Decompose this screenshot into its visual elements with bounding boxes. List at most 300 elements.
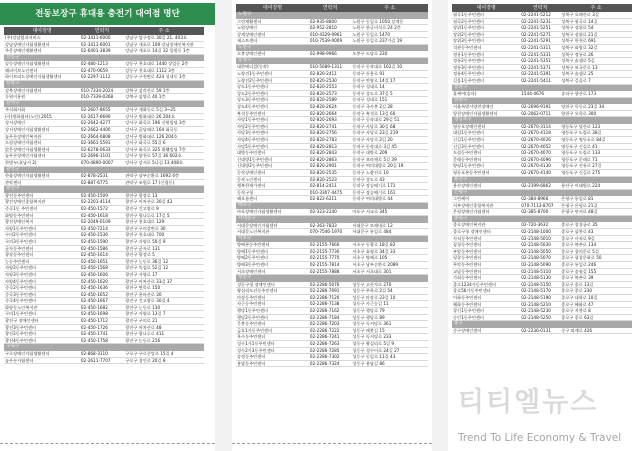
phone-cell: 070-7546-1970 — [309, 229, 343, 235]
table-row — [452, 308, 632, 315]
phone-cell: 02-2286-7138 — [309, 301, 340, 307]
table-row — [236, 51, 428, 58]
address-cell: 성동구 사근동길 11 — [352, 301, 389, 307]
center-name-cell: 구의3동주민센터 — [5, 238, 36, 244]
phone-cell: 010-7539-0009 — [309, 38, 343, 44]
table-row — [452, 209, 632, 216]
phone-cell: 02-2148-5210 — [521, 301, 551, 307]
table-row — [452, 275, 632, 282]
phone-cell: 02-3411-6001 — [80, 41, 111, 47]
page-bottom-rule-2 — [232, 443, 432, 444]
center-name-cell: 평창동주민센터 — [453, 255, 482, 261]
address-cell: 성북구 솔샘로 5길 — [561, 58, 595, 64]
address-cell: 성동구 용답길 86 — [352, 360, 385, 366]
phone-cell: 02-450-1509 — [80, 192, 108, 198]
address-cell: 성동구 왕십리로 5길 9 — [352, 341, 395, 347]
table-row — [4, 259, 204, 266]
phone-cell: 02-820-2783 — [309, 137, 337, 142]
phone-cell: 02-2286-5076 — [309, 281, 340, 287]
center-name-cell: 마포장애인자립생활센터 — [237, 209, 282, 215]
center-name-cell: 중곡1동 주민센터 — [5, 205, 38, 211]
address-cell: 광진구 광나루로 17길 5 — [125, 212, 170, 218]
center-name-cell: 서대문노인복지관 — [237, 229, 270, 235]
address-cell: 광진구 능동로 216 — [125, 337, 161, 343]
table-row — [236, 242, 428, 249]
address-cell: 강서구 방화대로 126 204호 — [125, 133, 178, 139]
phone-cell: 02-935-8800 — [309, 18, 337, 24]
table-row — [4, 206, 204, 213]
address-cell: 광진구 자양로 17 — [125, 271, 158, 277]
phone-cell: 02-450-1651 — [80, 258, 108, 264]
address-cell: 영등포구 당산로 123 — [561, 123, 601, 129]
center-name-cell: 상계장애인센터 — [237, 31, 266, 37]
center-name-cell: 방배1동주민센터 — [237, 248, 268, 254]
address-cell: 성북구 솔샘로 25 — [561, 71, 594, 77]
phone-cell: 02-450-1712 — [80, 318, 108, 324]
phone-cell: 02-952-2810 — [309, 25, 337, 31]
table-row — [4, 285, 204, 292]
district-section-header: 중구 — [452, 321, 632, 328]
address-cell: 종로구 북촌로 134 — [561, 242, 597, 248]
center-name-cell: 대림1동주민센터 — [453, 130, 484, 136]
address-cell: 성동구 독서당로 361 — [352, 321, 392, 327]
center-name-cell: 행당2동주민센터 — [237, 314, 268, 320]
address-cell: 성동구 행당로 79 — [352, 308, 385, 314]
phone-cell: 02-2148-5190 — [521, 294, 551, 300]
table-row — [236, 341, 428, 348]
table-row — [452, 203, 632, 210]
center-name-cell: 양평1동주민센터 — [453, 163, 484, 169]
center-name-cell: 주식회사화 — [5, 107, 26, 113]
address-cell: 종로구 사직로 9길 — [561, 235, 595, 241]
district-section-header: 서초구 — [236, 236, 428, 243]
center-name-cell: 대한메디컬(동작) — [237, 64, 269, 70]
phone-cell: 02-2696-1101 — [80, 153, 111, 159]
table-row — [4, 318, 204, 325]
center-name-cell: 구의2동주민센터 — [5, 232, 36, 238]
center-name-cell: 광진장애인복지 — [5, 219, 34, 225]
phone-cell: 02-2049-0109 — [80, 219, 111, 225]
phone-cell: 010-3307-4475 — [309, 189, 343, 195]
address-cell: 동작구 여의대방로 44 — [352, 196, 393, 202]
table-row — [452, 315, 632, 322]
address-cell: 구로구 경인로 20길 8 — [125, 357, 166, 363]
phone-cell: 02-868-3110 — [80, 350, 108, 356]
table-row — [452, 302, 632, 309]
table-row — [236, 104, 428, 111]
table-row — [236, 209, 428, 216]
address-cell: 은평구 은평로 21길 — [561, 202, 598, 208]
center-name-cell: 능동주민센터 — [5, 258, 30, 264]
table-row — [452, 255, 632, 262]
center-name-cell: 광진구 장애인센터 — [5, 318, 39, 324]
center-name-cell: 성수2가3동주민센터 — [237, 347, 275, 353]
phone-cell: 02-323-2240 — [309, 209, 337, 215]
address-cell: 성동구 동일로 11길 43 — [352, 354, 396, 360]
phone-cell: 02-2241-5371 — [521, 64, 551, 70]
table-row — [4, 311, 204, 318]
center-name-cell: 서초장애인센터 — [237, 268, 266, 274]
district-section-header: 종로구 — [452, 216, 632, 223]
phone-cell: 02-822-6211 — [309, 196, 337, 202]
table-row — [452, 58, 632, 65]
address-cell: 종로구 통일로 246 — [561, 262, 597, 267]
document-title: 전동보장구 휴대용 충전기 대여점 명단 — [0, 3, 215, 25]
phone-cell: 02-480-1213 — [80, 61, 108, 67]
district-section-header: 은평구 — [452, 190, 632, 197]
center-name-cell: 강동장애인자립생활센터 — [5, 61, 50, 67]
address-cell: 성북구 장위로 54 — [561, 25, 594, 31]
table-row — [4, 305, 204, 312]
phone-cell: 02-3661-5591 — [80, 140, 111, 146]
center-name-cell: 사당5동주민센터 — [237, 143, 268, 149]
table-row — [452, 78, 632, 85]
center-name-cell: 금호1가동주민센터 — [237, 327, 273, 333]
table-row — [452, 32, 632, 39]
header-cell: 대여장명 — [32, 28, 52, 34]
center-name-cell: 가회동주민센터 — [453, 275, 482, 281]
address-cell: 광진구 면목로 150 — [125, 285, 161, 291]
publisher-watermark — [458, 380, 638, 446]
phone-cell: 02-2286-7120 — [309, 294, 340, 300]
phone-cell: 02-814-2411 — [309, 183, 337, 189]
center-name-cell: (주)강남열쇠서비스 — [5, 35, 41, 40]
address-cell: 종로구 지봉로 8 — [561, 308, 591, 314]
table-row — [4, 279, 204, 286]
address-cell: 동작구 동작대로 162길 10 — [352, 64, 403, 70]
center-name-cell: 사당2동주민센터 — [237, 123, 268, 129]
center-name-cell: 늘푸른장애인복지관 — [5, 133, 42, 139]
phone-cell: 02-2148-5170 — [521, 288, 551, 294]
center-name-cell: 드림장애인자립센터 — [5, 140, 42, 146]
table-row — [452, 262, 632, 269]
address-cell: 중구 퇴계로 426 — [561, 327, 593, 333]
center-name-cell: 월곡1동주민센터 — [453, 12, 484, 17]
table-row — [236, 71, 428, 78]
table-row — [4, 265, 204, 272]
address-cell: 성동구 독서당로 233 — [352, 334, 392, 340]
table-row — [236, 348, 428, 355]
center-name-cell: 옥수동주민센터 — [237, 334, 266, 340]
address-cell: 광진구 자양로 13길 7 — [125, 311, 166, 317]
address-cell: 광진구 긴고랑로 30길 4 — [125, 298, 170, 304]
table-row — [236, 315, 428, 322]
phone-cell: 02-887-6775 — [80, 179, 108, 185]
table-row — [236, 157, 428, 164]
address-cell: 영등포구 신길로 275 — [561, 169, 601, 175]
phone-cell: 02-2148-1000 — [521, 229, 551, 235]
center-name-cell: 중곡4동주민센터 — [5, 298, 36, 304]
center-name-cell: 신길1동주민센터 — [453, 137, 484, 142]
phone-cell: 02-450-1726 — [80, 324, 108, 330]
phone-cell: 02-2670-4026 — [521, 137, 551, 142]
phone-cell: 02-820-2693 — [309, 117, 337, 123]
center-name-cell: 대방동주민센터 — [237, 150, 266, 156]
phone-cell: 02-2286-7222 — [309, 327, 340, 333]
address-cell: 동작구 장승배기로 171 — [352, 183, 396, 189]
district-section-header: 영등포구 — [452, 117, 632, 124]
center-name-cell: 창신1동주민센터 — [453, 308, 484, 314]
phone-cell: 02-2642-4277 — [80, 120, 111, 126]
address-cell: 강서구 개화동로 5길 3~25 — [125, 107, 176, 113]
table-row — [236, 262, 428, 269]
table-row — [452, 25, 632, 32]
center-name-cell: 교남동주민센터 — [453, 268, 482, 274]
table-row — [236, 288, 428, 295]
table-row — [236, 255, 428, 262]
address-cell: 강남구 개포로 109 강남장애인복지관 — [125, 41, 194, 47]
rental-table-3 — [452, 4, 632, 334]
center-name-cell: 상도1동주민센터 — [237, 84, 268, 90]
table-row — [4, 74, 204, 81]
address-cell: 마포구 서교로 345 — [352, 209, 388, 215]
center-name-cell: 용산장애인센터 — [453, 183, 482, 189]
table-row — [236, 91, 428, 98]
address-cell: 성북구 한천로 691 — [561, 38, 597, 44]
address-cell: 성동구 마장로 23길 10 — [352, 294, 396, 300]
phone-cell: 02-450-1682 — [80, 304, 108, 310]
table-row — [4, 153, 204, 160]
table-row — [236, 78, 428, 85]
center-name-cell: 화양동주민센터 — [5, 212, 34, 218]
table-row — [4, 61, 204, 68]
address-cell: 동작구 동작대로 3길 45 — [352, 143, 397, 149]
address-cell: 성북구 정릉로 26 — [561, 51, 594, 57]
header-cell: 주 소 — [383, 5, 396, 11]
table-row — [4, 107, 204, 114]
center-name-cell: 도봉장애인센터 — [237, 51, 266, 57]
phone-cell: 02-820-2589 — [309, 97, 337, 103]
center-name-cell: 늘푸른자립센터 — [5, 357, 34, 363]
address-cell: 동작구 노량진로 10 — [352, 169, 389, 175]
address-cell: 서초구 동광로 18길 82 — [352, 242, 396, 248]
address-cell: 강동구 천호대로 1112 3층 — [125, 67, 175, 73]
phone-cell: 02-385-8700 — [521, 209, 549, 215]
address-cell: 동작구 사당로 23길 219 — [352, 130, 399, 136]
phone-cell: 02-363-7833 — [309, 222, 337, 228]
phone-cell: 02-2286-7091 — [309, 288, 340, 294]
table-row — [236, 144, 428, 151]
table-row — [236, 32, 428, 39]
address-cell: 광진구 천호대로 129 — [125, 219, 165, 225]
phone-cell: 070-4890-0007 — [80, 160, 114, 165]
center-name-cell: 응봉동주민센터 — [237, 321, 266, 327]
center-name-cell: 중곡3동주민센터 — [5, 291, 36, 297]
phone-cell: 010-5689-1311 — [309, 64, 343, 70]
phone-cell: 02-450-7214 — [80, 225, 108, 231]
table-row — [452, 144, 632, 151]
address-cell: 광진구 자양로 50길 9 — [125, 238, 166, 244]
table-row — [452, 249, 632, 256]
watermark-tagline: Trend To Life Economy & Travel — [458, 432, 622, 444]
center-name-cell: 문래동주민센터 — [453, 156, 482, 162]
district-section-header: 서대문구 — [236, 216, 428, 223]
center-name-cell: 중구장애인센터 — [453, 327, 482, 333]
address-cell: 성동구 매봉길 15 — [352, 327, 385, 333]
table-row — [4, 120, 204, 127]
table-row — [236, 64, 428, 71]
address-cell: 관악구 남부순환로 1692 4층 — [125, 173, 179, 179]
center-name-cell: 구의1동주민센터 — [5, 311, 36, 317]
table-header — [452, 4, 632, 12]
center-name-cell: 길음1동주민센터 — [453, 77, 484, 83]
phone-cell: 02-2148-5250 — [521, 314, 551, 320]
district-section-header: 구로구 — [4, 344, 204, 351]
table-row — [452, 269, 632, 276]
table-row — [236, 111, 428, 118]
address-cell: 동작구 국사봉 2길 28 — [352, 104, 393, 110]
phone-cell: 02-450-1636 — [80, 285, 108, 291]
table-row — [236, 117, 428, 124]
center-name-cell: 맑은장애인자립생활센터 — [5, 146, 50, 152]
center-name-cell: 용답동주민센터 — [237, 360, 266, 366]
address-cell: 성동구 고산자로 270 — [352, 281, 392, 287]
address-cell: 동작구 성대로 14 — [352, 84, 385, 90]
phone-cell: 02-820-2664 — [309, 110, 337, 116]
phone-cell: 02-2155-7660 — [309, 242, 340, 248]
rental-table-2 — [236, 4, 428, 367]
phone-cell: 02-820-2553 — [309, 84, 337, 90]
center-name-cell: 광진2동주민센터 — [5, 331, 36, 337]
center-name-cell: 상도2동주민센터 — [237, 90, 268, 96]
center-name-cell: 광진동주민센터 — [5, 192, 34, 198]
address-cell: 노원구 동일로 237가길 19 — [352, 38, 403, 44]
table-row — [452, 295, 632, 302]
table-row — [236, 38, 428, 45]
table-row — [452, 19, 632, 26]
phone-cell: 02-2199-6862 — [521, 183, 551, 189]
phone-cell: 02-2670-3114 — [521, 123, 551, 129]
table-row — [4, 42, 204, 49]
center-name-cell: 삼청동주민센터 — [453, 242, 482, 248]
table-row — [236, 84, 428, 91]
phone-cell: 02-2286-7162 — [309, 308, 340, 314]
address-cell: 강서구 곰달래로 164 화곡동 — [125, 127, 178, 133]
phone-cell: 02-2236-0131 — [521, 327, 551, 333]
address-cell: 동작구 여의대방로 20길 19 — [352, 163, 404, 169]
phone-cell: 010-7339-0268 — [80, 94, 114, 100]
phone-cell: 02-2241-5231 — [521, 18, 551, 24]
center-name-cell: 정릉2동주민센터 — [453, 58, 484, 64]
phone-cell: 02-470-0659 — [80, 67, 108, 73]
center-name-cell: 노량진1동주민센터 — [237, 71, 273, 77]
table-row — [4, 35, 204, 42]
table-row — [4, 88, 204, 95]
table-row — [452, 111, 632, 118]
phone-cell: 02-2241-5391 — [521, 71, 551, 77]
address-cell: 양천구 목동로 23길 34 — [561, 104, 605, 110]
center-name-cell: 신길3동주민센터 — [453, 143, 484, 149]
center-name-cell: 신대방2동주민센터 — [237, 163, 273, 169]
address-cell: 성동구 성수이로 24길 27 — [352, 347, 400, 353]
center-name-cell: 상도3동주민센터 — [237, 97, 268, 103]
phone-cell: 1544-4676 — [521, 91, 545, 97]
phone-cell: 02-450-1652 — [80, 291, 108, 297]
center-name-cell: 동작장애인센터 — [237, 169, 266, 175]
district-section-header: 강서구 — [4, 101, 204, 108]
address-cell: 용산구 이태원로 224 — [561, 183, 601, 189]
district-section-header: 노원구 — [236, 12, 428, 19]
address-cell: 영등포구 문래로 71 — [561, 156, 598, 162]
address-cell: 강남구 개포로 14길 32 일원동 1층 — [125, 48, 190, 54]
table-row — [236, 163, 428, 170]
table-row — [4, 232, 204, 239]
table-row — [236, 223, 428, 230]
table-row — [4, 298, 204, 305]
district-section-header: 관악구 — [4, 167, 204, 174]
address-cell: 동작구 상도로 43 — [352, 176, 385, 182]
center-name-cell: 사직동주민센터 — [453, 235, 482, 241]
center-name-cell: 무악동주민센터 — [453, 262, 482, 267]
table-row — [4, 358, 204, 365]
address-cell: 광진구 천호대로 700 — [125, 232, 165, 238]
address-cell: 종로구 대학로 10길 — [561, 294, 598, 300]
phone-cell: 02-998-9966 — [309, 51, 337, 57]
phone-cell: 02-820-2535 — [309, 169, 337, 175]
table-row — [236, 301, 428, 308]
phone-cell: 02-820-2813 — [309, 143, 337, 149]
address-cell: 성북구 장위로 21길 — [561, 31, 598, 37]
phone-cell: 02-2148-5110 — [521, 268, 551, 274]
center-name-cell: 성동구청 장애인센터 — [237, 281, 275, 287]
phone-cell: 02-2670-4140 — [521, 169, 551, 175]
address-cell: 동작구 상도로 37길 5 — [352, 90, 393, 96]
phone-cell: 02-2664-0808 — [80, 133, 111, 139]
center-name-cell: 은평장애인자립센터 — [453, 209, 490, 215]
address-cell: 광진구 긴고랑로 9 — [125, 205, 159, 211]
phone-cell: 02-2155-7888 — [309, 268, 340, 274]
table-row — [236, 295, 428, 302]
phone-cell: 02-2670-4070 — [521, 150, 551, 156]
center-name-cell: 강남장애인자립생활센터 — [5, 41, 50, 47]
address-cell: 동작구 사당로 2길 20 — [352, 137, 393, 142]
header-cell: 대여장명 — [262, 5, 283, 11]
district-section-header: 양천구 — [452, 98, 632, 105]
center-name-cell: 종로56가동주민센터 — [453, 288, 491, 294]
table-row — [236, 249, 428, 256]
address-cell: 종로구 창의문로 5길 — [561, 248, 599, 254]
center-name-cell: 한빛누나(남서 2) — [5, 160, 37, 165]
center-name-cell: 동작노인센터 — [237, 176, 262, 182]
phone-cell: 02-2286-7302 — [309, 354, 340, 360]
center-name-cell: 광진3동주민센터 — [5, 324, 36, 330]
table-row — [452, 288, 632, 295]
phone-cell: 02-820-2843 — [309, 150, 337, 156]
center-name-cell: 서대문장애인자립센터 — [237, 222, 278, 228]
table-row — [452, 282, 632, 289]
table-row — [236, 170, 428, 177]
phone-cell: 02-384-8966 — [521, 196, 549, 202]
phone-cell: 02-450-1586 — [80, 245, 108, 251]
center-name-cell: 장위1동주민센터 — [453, 25, 484, 31]
phone-cell: 02-450-1618 — [80, 212, 108, 218]
page-bottom-rule-1 — [0, 443, 215, 444]
phone-cell: 02-2617-6690 — [80, 113, 111, 119]
table-row — [452, 236, 632, 243]
address-cell: 성북구 보국문로 13 — [561, 64, 598, 70]
phone-cell: 02-820-2863 — [309, 156, 337, 162]
table-row — [236, 321, 428, 328]
center-name-cell: 행복한재가센터 — [237, 183, 266, 189]
address-cell: 동작구 대방로 209 — [352, 150, 388, 156]
address-cell: 송파구 양산로 173 — [561, 91, 597, 97]
center-name-cell: 성수1가1동주민센터 — [237, 341, 275, 347]
table-row — [236, 229, 428, 236]
address-cell: 광진구 뚝섬로 52길 12 — [125, 265, 169, 271]
address-cell: 광진구 구의강변로 30 — [125, 225, 166, 231]
header-cell: 연락처 — [532, 5, 548, 11]
address-cell: 광진구 능동로 36길 12 — [125, 258, 169, 264]
